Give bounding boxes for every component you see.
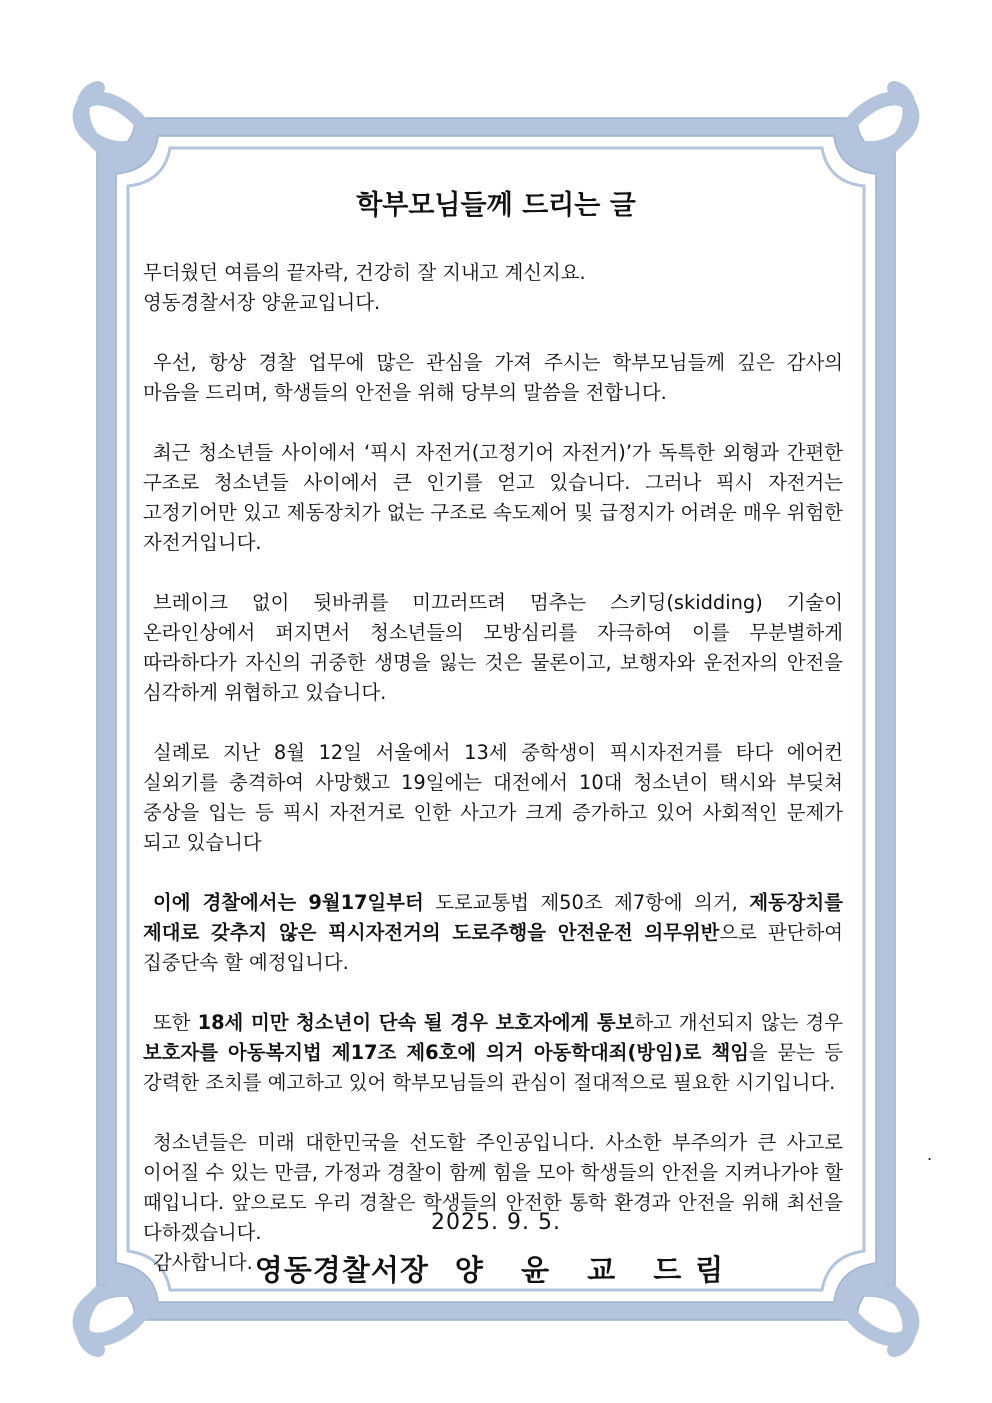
greeting-line-1: 무더웠던 여름의 끝자락, 건강히 잘 지내고 계신지요. <box>143 261 586 284</box>
enforcement-bold-1: 이에 경찰에서는 9월17일부터 <box>153 891 424 914</box>
signature-org: 영동경찰서장 <box>254 1253 429 1287</box>
guardian-bold-1: 18세 미만 청소년이 단속 될 경우 보호자에게 통보 <box>197 1011 635 1034</box>
signature <box>0 1248 992 1289</box>
paragraph-appreciation: 우선, 항상 경찰 업무에 많은 관심을 가져 주시는 학부모님들께 깊은 감사의 마음을 드리며, 학생들의 안전을 위해 당부의 말씀을 전합니다. <box>143 351 843 404</box>
paragraph-fixie-intro: 최근 청소년들 사이에서 ‘픽시 자전거(고정기어 자전거)’가 독특한 외형과 간편한 구조로 청소년들 사이에서 큰 인기를 얻고 있습니다. 그러나 픽시 자전거는 고정기어만 있고 제동장치가 없는 구조로 속도제어 및 급정지가 어려운 매우 위험한 자전거입니다. <box>143 441 843 554</box>
letter-title: 학부모님들께 드리는 글 <box>356 190 636 221</box>
letter-body <box>143 258 843 1278</box>
closing-thanks: 감사합니다. <box>153 1251 253 1274</box>
guardian-text-1: 또한 <box>153 1011 198 1034</box>
greeting <box>143 258 843 318</box>
enforcement-text-1: 도로교통법 제50조 제7항에 의거, <box>423 891 750 914</box>
signature-name: 양 윤 교 드림 <box>454 1253 738 1287</box>
guardian-bold-2: 보호자를 아동복지법 제17조 제6호에 의거 아동학대죄(방임)로 책임 <box>143 1041 749 1064</box>
enforcement-bold-2: 제동장치를 제대로 갖추지 않은 픽시자전거의 도로주행을 안전운전 의무위반 <box>143 891 843 944</box>
guardian-text-2: 하고 개선되지 않는 경우 <box>634 1011 843 1034</box>
guardian-text-3: 을 묻는 등 강력한 조치를 예고하고 있어 학부모님들의 관심이 절대적으로 필요한 시기입니다. <box>143 1041 843 1094</box>
paragraph-accident-cases: 실례로 지난 8월 12일 서울에서 13세 중학생이 픽시자전거를 타다 에어컨 실외기를 충격하여 사망했고 19일에는 대전에서 10대 청소년이 택시와 부딪쳐 중상을 입는 등 픽시 자전거로 인한 사고가 크게 증가하고 있어 사회적인 문제가 되고 있습니다 <box>143 741 843 854</box>
greeting-line-2: 영동경찰서장 양윤교입니다. <box>143 291 381 314</box>
enforcement-text-2: 으로 판단하여 집중단속 할 예정입니다. <box>143 921 844 974</box>
paragraph-enforcement <box>143 888 843 978</box>
paragraph-conclusion: 청소년들은 미래 대한민국을 선도할 주인공입니다. 사소한 부주의가 큰 사고로 이어질 수 있는 만큼, 가정과 경찰이 함께 힘을 모아 학생들의 안전을 지켜나가야 할 때입니다. 앞으로도 우리 경찰은 학생들의 안전한 통학 환경과 안전을 위해 최선을 다하겠습니다. <box>143 1131 843 1244</box>
letter-date: 2025. 9. 5. <box>431 1210 561 1235</box>
paragraph-skidding: 브레이크 없이 뒷바퀴를 미끄러뜨려 멈추는 스키딩(skidding) 기술이 온라인상에서 퍼지면서 청소년들의 모방심리를 자극하여 이를 무분별하게 따라하다가 자신의 귀중한 생명을 잃는 것은 물론이고, 보행자와 운전자의 안전을 심각하게 위협하고 있습니다. <box>143 591 843 704</box>
paragraph-guardian-notice <box>143 1008 843 1098</box>
stray-mark: . <box>927 1145 933 1164</box>
